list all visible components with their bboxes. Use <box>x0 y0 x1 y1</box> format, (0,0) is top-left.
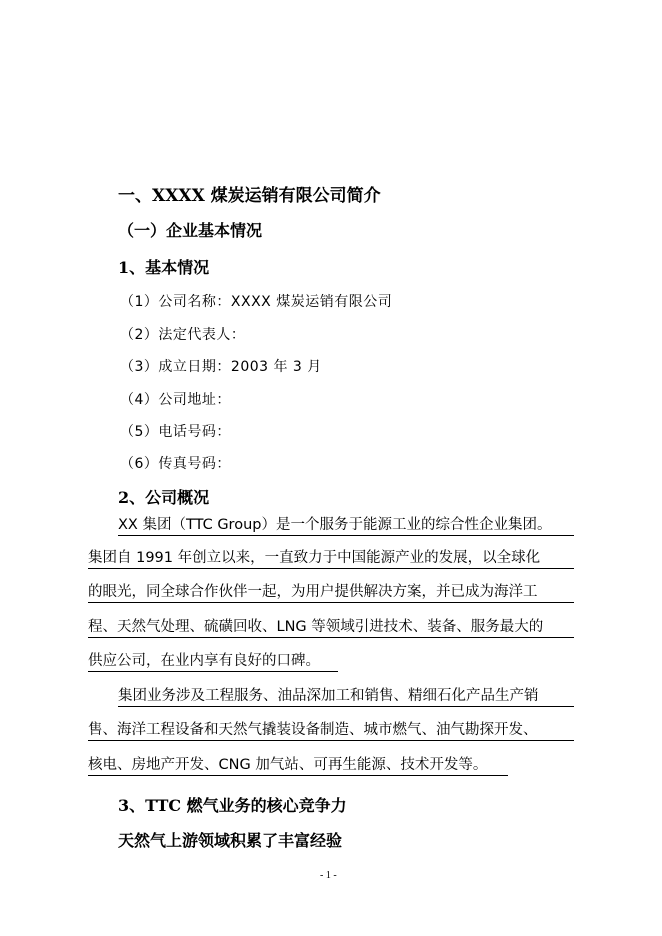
paragraph-line: 售、海洋工程设备和天然气撬装设备制造、城市燃气、油气勘探开发、 <box>88 721 574 741</box>
paragraph-line: 供应公司，在业内享有良好的口碑。 <box>88 652 338 672</box>
info-item-legal-rep: （2）法定代表人： <box>120 327 246 343</box>
info-item-address: （4）公司地址： <box>120 392 231 408</box>
info-item-founded: （3）成立日期：2003 年 3 月 <box>120 359 322 375</box>
section-3-title: 3、TTC 燃气业务的核心竞争力 <box>118 796 347 815</box>
section-3-subtitle: 天然气上游领域积累了丰富经验 <box>118 831 343 850</box>
info-item-phone: （5）电话号码： <box>120 424 231 440</box>
paragraph-line: 核电、房地产开发、CNG 加气站、可再生能源、技术开发等。 <box>88 756 508 776</box>
section-1-title: 1、基本情况 <box>118 258 210 277</box>
info-item-fax: （6）传真号码： <box>120 456 231 472</box>
paragraph-line: XX 集团（TTC Group）是一个服务于能源工业的综合性企业集团。 <box>118 516 574 536</box>
section-2-title: 2、公司概况 <box>118 488 210 507</box>
page-number: - 1 - <box>320 870 337 881</box>
paragraph-line: 的眼光，同全球合作伙伴一起，为用户提供解决方案，并已成为海洋工 <box>88 583 574 603</box>
sub-heading: （一）企业基本情况 <box>118 221 263 240</box>
paragraph-line: 集团业务涉及工程服务、油品深加工和销售、精细石化产品生产销 <box>118 687 574 707</box>
main-heading: 一、XXXX 煤炭运销有限公司简介 <box>118 186 381 206</box>
paragraph-line: 集团自 1991 年创立以来，一直致力于中国能源产业的发展，以全球化 <box>88 549 574 569</box>
info-item-company-name: （1）公司名称：XXXX 煤炭运销有限公司 <box>120 294 393 310</box>
paragraph-line: 程、天然气处理、硫磺回收、LNG 等领域引进技术、装备、服务最大的 <box>88 618 574 638</box>
